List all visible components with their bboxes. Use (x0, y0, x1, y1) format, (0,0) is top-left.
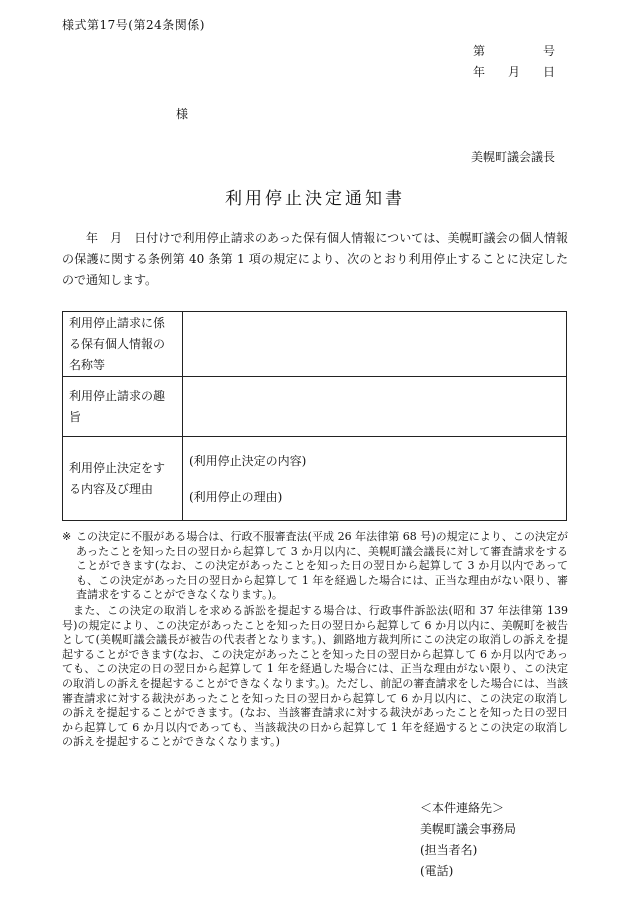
intro-paragraph: 年 月 日付けで利用停止請求のあった保有個人情報については、美幌町議会の個人情報の保護に関する条例第 40 条第 1 項の規定により、次のとおり利用停止することに決定したので通知します。 (62, 231, 568, 287)
contact-office: 美幌町議会事務局 (420, 822, 517, 836)
sender: 美幌町議会議長 (470, 150, 555, 164)
issue-date (473, 63, 555, 80)
addressee: 様 (176, 107, 189, 121)
decision-content-label: (利用停止決定の内容) (189, 453, 307, 468)
decision-table (62, 311, 567, 521)
table-row (63, 312, 567, 377)
date-month: 月 (507, 65, 520, 79)
table-row (63, 437, 567, 521)
date-day: 日 (542, 65, 555, 79)
doc-number-prefix: 第 (473, 44, 486, 58)
document-number (473, 42, 555, 59)
contact-person: (担当者名) (420, 843, 478, 857)
row2-label: 利用停止請求の趣旨 (63, 377, 183, 437)
row2-value (183, 377, 567, 437)
note-paragraph-2: また、この決定の取消しを求める訴訟を提起する場合は、行政事件訴訟法(昭和 37 年法律第 139 号)の規定により、この決定があったことを知った日の翌日から起算して 6 か月以内に、美幌町を被告として(美幌町議会議長が被告の代表者となります。)、釧路地方裁判所にこの決定の取消しの訴えを提起することができます(なお、この決定があったことを知った日の翌日から起算して 6 か月以内であっても、この決定の日の翌日から起算して 1 年を経過した場合には、正当な理由がない限り、この決定の取消しの訴えを提起することができなくなります。)。ただし、前記の審査請求をした場合には、当該審査請求に対する裁決があったことを知った日の翌日から起算して 6 か月以内に、この決定の取消しの訴えを提起することができます。(なお、当該審査請求に対する裁決があったことを知った日の翌日から起算して 6 か月以内であっても、当該裁決の日から起算して 1 年を経過するとこの決定の取消しの訴えを提起することができなくなります。) (62, 604, 568, 749)
contact-block (420, 798, 516, 882)
contact-phone: (電話) (420, 864, 454, 878)
document-title: 利用停止決定通知書 (225, 189, 405, 209)
row3-label: 利用停止決定をする内容及び理由 (63, 437, 183, 521)
table-row (63, 377, 567, 437)
row1-value (183, 312, 567, 377)
doc-number-suffix: 号 (542, 44, 555, 58)
note-paragraph-1: この決定に不服がある場合は、行政不服審査法(平成 26 年法律第 68 号)の規定により、この決定があったことを知った日の翌日から起算して 3 か月以内に、美幌町議会議長に対して審査請求をすることができます(なお、この決定があったことを知った日の翌日から起算して 3 か月以内であっても、この決定があった日の翌日から起算して 1 年を経過した場合には、正当な理由がない限り、審査請求をすることができなくなります。)。 (76, 530, 568, 602)
contact-heading: ＜本件連絡先＞ (420, 801, 505, 815)
form-number: 様式第17号(第24条関係) (62, 18, 205, 32)
date-year: 年 (473, 65, 486, 79)
note-mark: ※ (62, 530, 72, 543)
row3-value (183, 437, 567, 521)
appeal-note (62, 530, 568, 603)
decision-reason-label: (利用停止の理由) (189, 489, 283, 504)
row1-label: 利用停止請求に係る保有個人情報の名称等 (63, 312, 183, 377)
